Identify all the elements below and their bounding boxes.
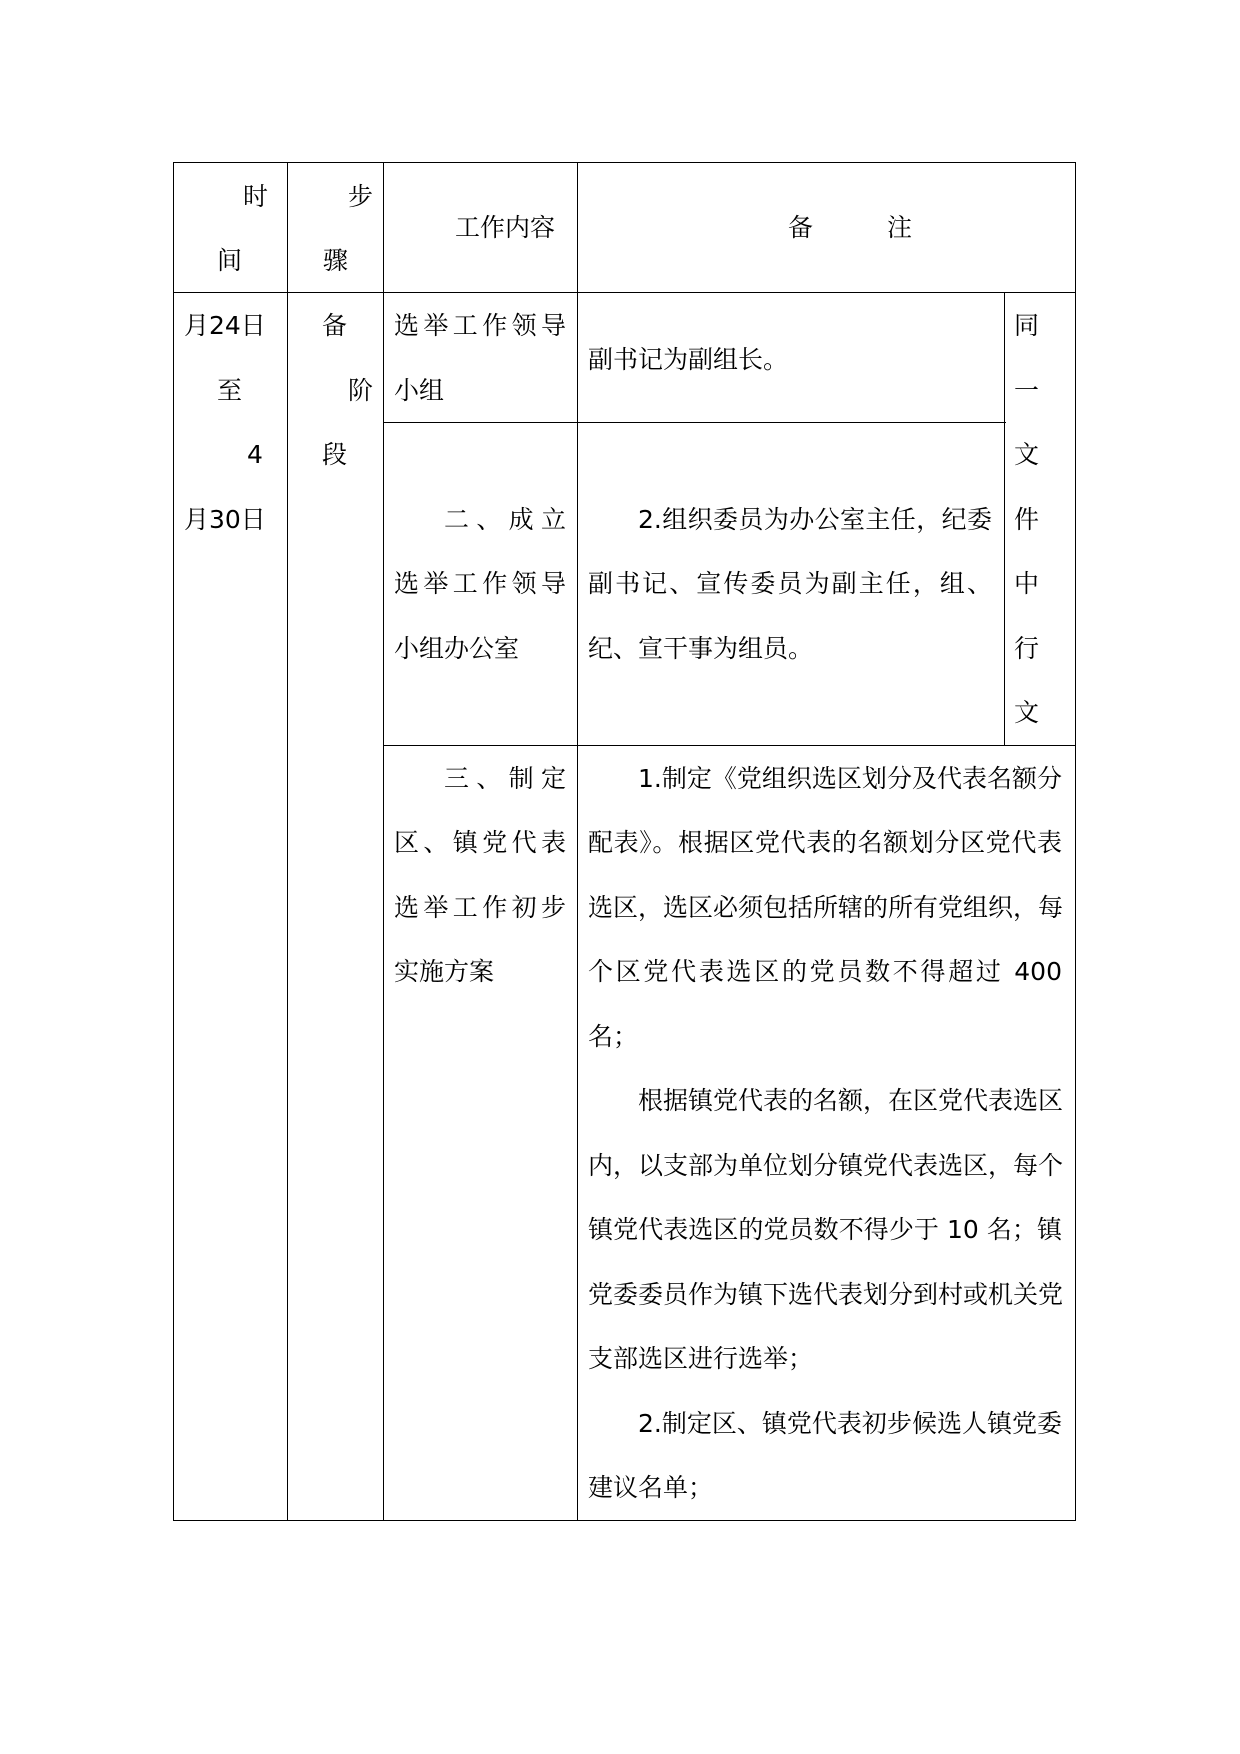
row3-note-line: 支部选区进行选举；: [588, 1344, 814, 1373]
header-note-char-2: 注: [887, 213, 913, 242]
row3-note-line: 2.制定区、镇党代表初步候选人镇党委: [638, 1409, 1062, 1438]
row1-content-line: 小组: [394, 376, 445, 405]
row3-note-line: 选区，选区必须包括所辖的所有党组织，每: [588, 893, 1064, 922]
row2-note-line: 纪、宣干事为组员。: [588, 634, 814, 663]
header-content: 工作内容: [455, 213, 556, 242]
row2-content-line: 小组办公室: [394, 634, 520, 663]
header-step-char-1: 步: [348, 182, 374, 211]
row3-note-line: 配表》。根据区党代表的名额划分区党代表: [588, 828, 1062, 857]
row3-note-line: 个区党代表选区的党员数不得超过 400: [588, 957, 1062, 986]
row2-content-line: 二、成立: [444, 505, 566, 534]
col-separator-content-note: [577, 162, 578, 1521]
table-border-bottom: [173, 1520, 1076, 1521]
row1-content-line: 选举工作领导: [394, 311, 566, 340]
row3-note-line: 名；: [588, 1022, 639, 1051]
col-separator-time-step: [287, 162, 288, 1521]
side-note-char: 件: [1014, 505, 1040, 534]
row3-content-line: 三、制定: [444, 764, 566, 793]
header-separator: [173, 292, 1076, 293]
step-char-3: 段: [322, 440, 348, 469]
side-note-char: 同: [1014, 311, 1040, 340]
row3-note-line: 建议名单；: [588, 1473, 714, 1502]
row2-content-line: 选举工作领导: [394, 569, 566, 598]
row3-content-line: 选举工作初步: [394, 893, 566, 922]
table-border-right: [1075, 162, 1076, 1521]
header-time-char-1: 时: [243, 182, 269, 211]
row2-note-line: 2.组织委员为办公室主任，纪委: [638, 505, 992, 534]
header-step-char-2: 骤: [323, 246, 349, 275]
step-char-1: 备: [322, 311, 348, 340]
row3-note-line: 镇党代表选区的党员数不得少于 10 名；镇: [588, 1215, 1062, 1244]
side-note-char: 文: [1014, 440, 1040, 469]
row3-note-line: 根据镇党代表的名额，在区党代表选区: [638, 1086, 1064, 1115]
row2-note-line: 副书记、宣传委员为副主任，组、: [588, 569, 992, 598]
time-line-4: 月30日: [184, 505, 266, 534]
side-note-char: 行: [1014, 634, 1040, 663]
time-line-1: 月24日: [184, 311, 266, 340]
header-time-char-2: 间: [217, 246, 243, 275]
step-char-2: 阶: [348, 376, 374, 405]
col-separator-note-side: [1004, 292, 1005, 746]
side-note-char: 中: [1014, 569, 1040, 598]
row3-content-line: 区、镇党代表: [394, 828, 566, 857]
row3-note-line: 内，以支部为单位划分镇党代表选区，每个: [588, 1151, 1064, 1180]
row1-separator: [383, 422, 1006, 423]
time-line-3: 4: [247, 440, 263, 469]
row3-note-line: 党委委员作为镇下选代表划分到村或机关党: [588, 1280, 1064, 1309]
table-border-top: [173, 162, 1076, 163]
row3-note-line: 1.制定《党组织选区划分及代表名额分: [638, 764, 1062, 793]
row1-note-line: 副书记为副组长。: [588, 345, 789, 374]
side-note-char: 一: [1014, 376, 1040, 405]
col-separator-step-content: [383, 162, 384, 1521]
side-note-char: 文: [1014, 698, 1040, 727]
time-line-2: 至: [217, 376, 243, 405]
row2-separator: [383, 745, 1076, 746]
header-note-char-1: 备: [788, 213, 814, 242]
row3-content-line: 实施方案: [394, 957, 495, 986]
table-border-left: [173, 162, 174, 1521]
